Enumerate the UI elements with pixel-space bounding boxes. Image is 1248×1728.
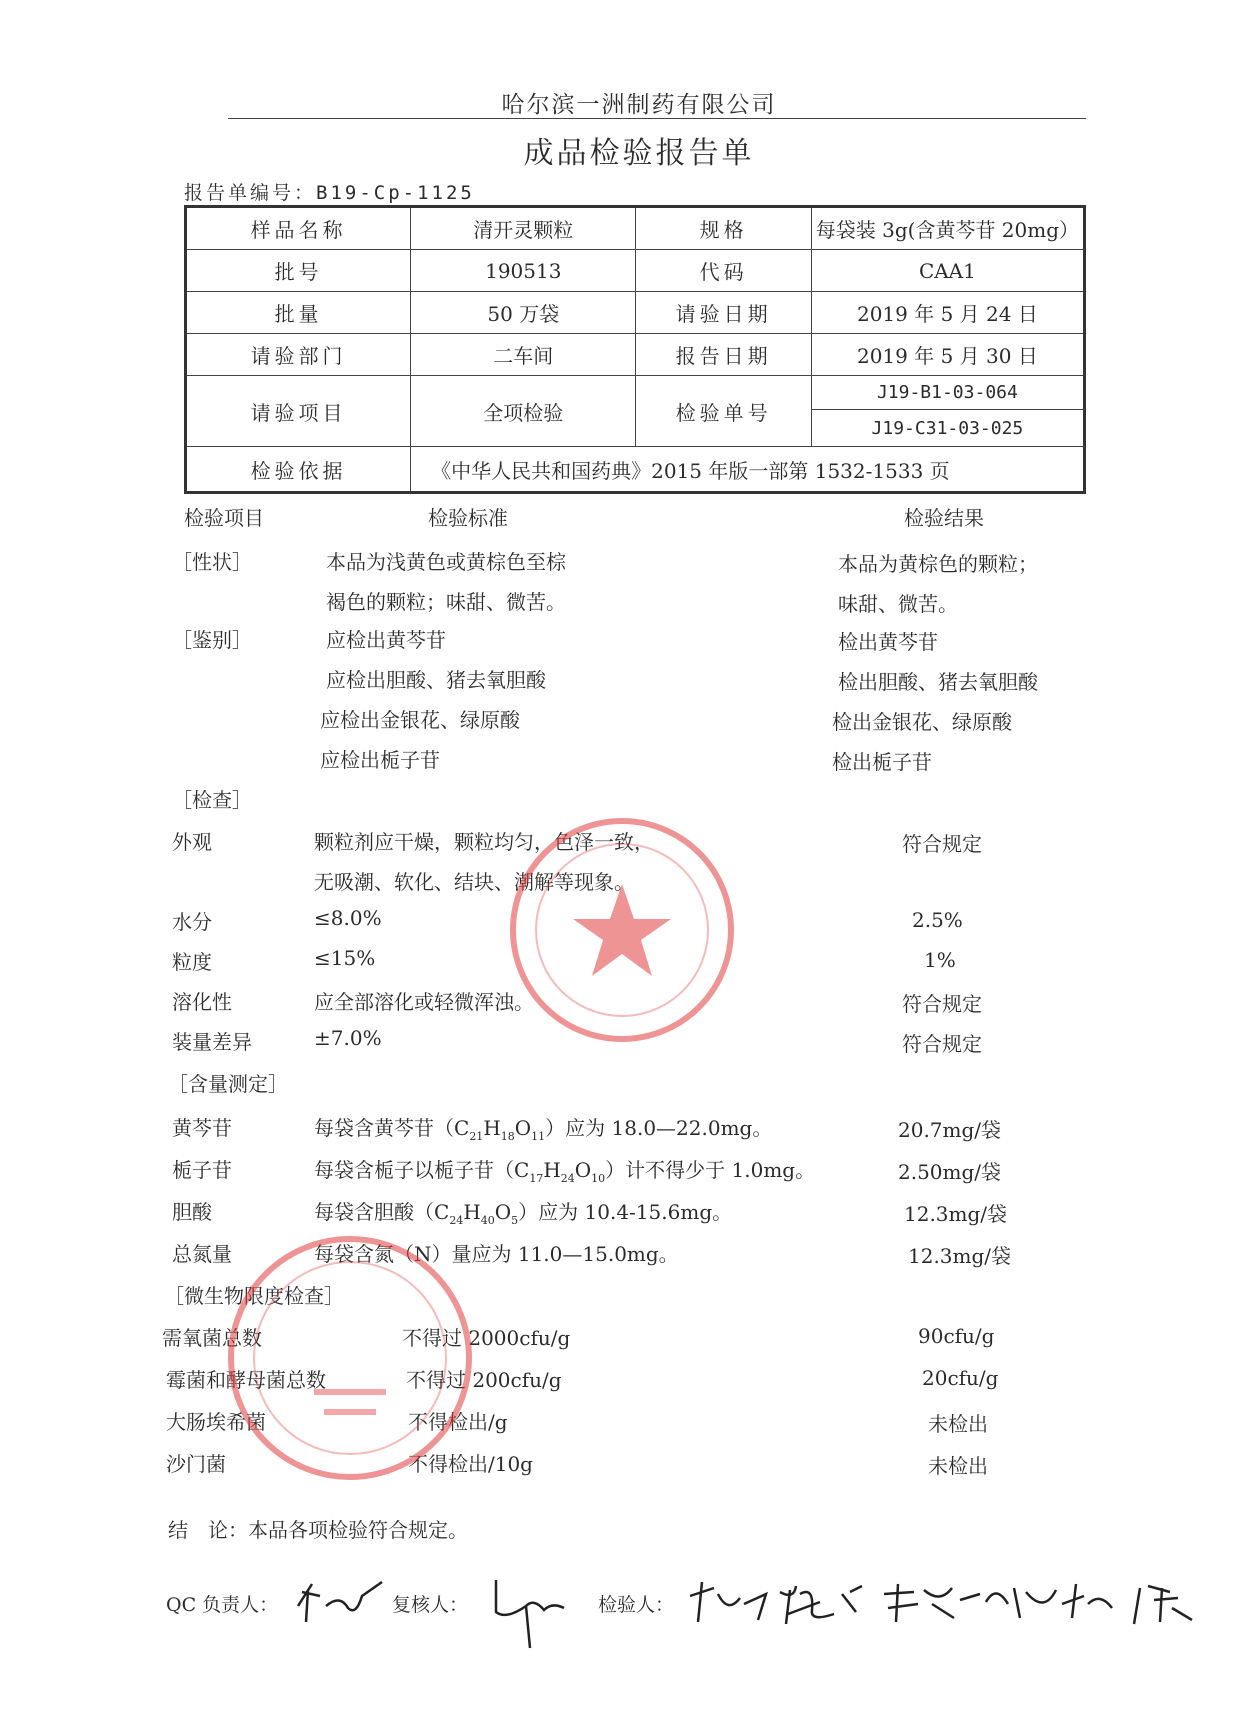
qc-signature xyxy=(290,1576,390,1626)
reviewer-signature xyxy=(486,1572,576,1652)
standard-text: 每袋含氮（N）量应为 11.0—15.0mg。 xyxy=(314,1242,679,1266)
standard-text: 不得过 2000cfu/g xyxy=(402,1326,571,1350)
item-name: 外观 xyxy=(172,830,212,854)
result-text: 符合规定 xyxy=(902,1032,982,1056)
standard-text: ≤15% xyxy=(314,946,376,970)
star-icon xyxy=(516,824,728,1036)
standard-text: 每袋含胆酸$(C_{24}H_{40}O_5)$应为 10.4-15.6mg。 xyxy=(314,1200,733,1227)
item-name: 需氧菌总数 xyxy=(162,1326,262,1350)
section-identification: ［鉴别］ xyxy=(172,628,252,652)
inspector-signatures xyxy=(684,1574,1204,1634)
result-text: 20cfu/g xyxy=(922,1366,999,1390)
company-name: 哈尔滨一洲制药有限公司 xyxy=(501,92,777,118)
value-sample-name: 清开灵颗粒 xyxy=(411,207,636,250)
info-table xyxy=(184,205,1086,494)
label-sample-name: 样品名称 xyxy=(186,207,411,250)
label-code: 代码 xyxy=(636,250,811,292)
formula-sub: 5 xyxy=(511,1214,519,1227)
col-header-standard: 检验标准 xyxy=(428,506,508,530)
document-title: 成品检验报告单 xyxy=(523,136,755,171)
conclusion-label: 结 论： xyxy=(168,1518,248,1542)
standard-text: 每袋含栀子以栀子苷$(C_{17}H_{24}O_{10})$计不得少于 1.0mg。 xyxy=(314,1158,816,1185)
standard-text-part: 每袋含胆酸（C xyxy=(314,1200,450,1224)
qc-label: QC 负责人： xyxy=(166,1594,279,1616)
formula-sub: 11 xyxy=(531,1130,546,1143)
item-name: 水分 xyxy=(172,910,212,934)
lab-seal xyxy=(228,1236,472,1480)
report-number xyxy=(184,178,475,205)
label-request-dept: 请验部门 xyxy=(186,334,411,376)
standard-text: 本品为浅黄色或黄棕色至棕 xyxy=(326,550,566,574)
standard-text: 不得过 200cfu/g xyxy=(406,1368,562,1392)
result-text: 12.3mg/袋 xyxy=(904,1202,1008,1226)
item-name: 溶化性 xyxy=(172,990,232,1014)
result-text: 20.7mg/袋 xyxy=(898,1118,1002,1142)
label-spec: 规格 xyxy=(636,207,811,250)
result-text: 1% xyxy=(924,948,956,972)
info-row xyxy=(186,207,1085,250)
label-test-no: 检验单号 xyxy=(636,376,811,447)
info-row xyxy=(186,292,1085,334)
standard-text: ≤8.0% xyxy=(314,906,382,930)
label-request-date: 请验日期 xyxy=(636,292,811,334)
value-report-date: 2019 年 5 月 30 日 xyxy=(811,334,1084,376)
conclusion-text: 本品各项检验符合规定。 xyxy=(248,1518,468,1542)
value-request-item: 全项检验 xyxy=(411,376,636,447)
col-header-result: 检验结果 xyxy=(904,506,984,530)
seal-ring-icon xyxy=(234,1242,466,1474)
item-name: 总氮量 xyxy=(172,1242,232,1266)
result-text: 检出栀子苷 xyxy=(832,750,932,774)
quality-seal xyxy=(510,818,734,1042)
value-request-dept: 二车间 xyxy=(411,334,636,376)
result-text: 检出黄芩苷 xyxy=(838,630,938,654)
standard-text: 应检出胆酸、猪去氧胆酸 xyxy=(326,668,546,692)
formula-sub: 10 xyxy=(591,1172,606,1185)
standard-text: 褐色的颗粒；味甜、微苦。 xyxy=(326,590,566,614)
item-name: 胆酸 xyxy=(172,1200,212,1224)
result-text: 未检出 xyxy=(928,1412,988,1436)
reviewer-label: 复核人： xyxy=(392,1594,469,1616)
standard-text-part: ）计不得少于 1.0mg。 xyxy=(605,1158,816,1182)
standard-text: 不得检出/10g xyxy=(408,1452,533,1476)
item-name: 装量差异 xyxy=(172,1030,252,1054)
value-spec: 每袋装 3g(含黄芩苷 20mg） xyxy=(811,207,1084,250)
info-row xyxy=(186,250,1085,292)
formula-sub: 21 xyxy=(469,1130,484,1143)
standard-text: 应检出黄芩苷 xyxy=(326,628,446,652)
result-text: 12.3mg/袋 xyxy=(908,1244,1012,1268)
standard-text: 无吸潮、软化、结块、潮解等现象。 xyxy=(314,870,634,894)
header-rule xyxy=(228,118,1086,119)
label-report-date: 报告日期 xyxy=(636,334,811,376)
standard-text: 每袋含黄芩苷$(C_{21}H_{18}O_{11})$应为 18.0—22.0mg。 xyxy=(314,1116,773,1143)
result-text: 味甜、微苦。 xyxy=(838,592,958,616)
result-text: 符合规定 xyxy=(902,832,982,856)
info-row xyxy=(186,447,1085,493)
section-inspection: ［检查］ xyxy=(172,788,252,812)
result-text: 未检出 xyxy=(928,1454,988,1478)
info-row xyxy=(186,334,1085,376)
value-batch-size: 50 万袋 xyxy=(411,292,636,334)
formula-sub: 24 xyxy=(449,1214,464,1227)
standard-text: ±7.0% xyxy=(314,1026,382,1050)
col-header-item: 检验项目 xyxy=(184,506,264,530)
item-name: 大肠埃希菌 xyxy=(166,1410,266,1434)
item-name: 栀子苷 xyxy=(172,1158,232,1182)
value-test-no-1: J19-B1-03-064 xyxy=(811,376,1084,410)
value-basis: 《中华人民共和国药典》2015 年版一部第 1532-1533 页 xyxy=(411,447,1085,493)
section-assay: ［含量测定］ xyxy=(168,1072,288,1096)
formula-sub: 40 xyxy=(480,1214,495,1227)
formula-sub: 24 xyxy=(560,1172,575,1185)
result-text: 本品为黄棕色的颗粒； xyxy=(838,552,1038,576)
label-batch-no: 批号 xyxy=(186,250,411,292)
section-microbial: ［微生物限度检查］ xyxy=(164,1284,344,1308)
standard-text: 颗粒剂应干燥，颗粒均匀，色泽一致， xyxy=(314,830,654,854)
standard-text-part: ）应为 18.0—22.0mg。 xyxy=(545,1116,773,1140)
report-number-value: B19-Cp-1125 xyxy=(316,182,475,204)
item-name: 霉菌和酵母菌总数 xyxy=(166,1368,326,1392)
label-request-item: 请验项目 xyxy=(186,376,411,447)
label-batch-size: 批量 xyxy=(186,292,411,334)
result-text: 2.50mg/袋 xyxy=(898,1160,1002,1184)
inspector-label: 检验人： xyxy=(598,1594,675,1616)
result-text: 90cfu/g xyxy=(918,1324,995,1348)
result-text: 符合规定 xyxy=(902,992,982,1016)
standard-text: 应检出栀子苷 xyxy=(320,748,440,772)
value-code: CAA1 xyxy=(811,250,1084,292)
formula-sub: 18 xyxy=(500,1130,515,1143)
standard-text-part: 每袋含黄芩苷（C xyxy=(314,1116,470,1140)
conclusion xyxy=(168,1514,468,1543)
value-request-date: 2019 年 5 月 24 日 xyxy=(811,292,1084,334)
standard-text-part: ）应为 10.4-15.6mg。 xyxy=(518,1200,733,1224)
label-basis: 检验依据 xyxy=(186,447,411,493)
result-text: 检出胆酸、猪去氧胆酸 xyxy=(838,670,1038,694)
standard-text: 应全部溶化或轻微浑浊。 xyxy=(314,990,534,1014)
result-text: 2.5% xyxy=(912,908,963,932)
item-name: 沙门菌 xyxy=(166,1452,226,1476)
section-appearance: ［性状］ xyxy=(172,550,252,574)
item-name: 粒度 xyxy=(172,950,212,974)
info-row xyxy=(186,376,1085,410)
value-test-no-2: J19-C31-03-025 xyxy=(811,410,1084,447)
item-name: 黄芩苷 xyxy=(172,1116,232,1140)
formula-sub: 17 xyxy=(529,1172,544,1185)
report-number-label: 报告单编号： xyxy=(184,182,317,204)
result-text: 检出金银花、绿原酸 xyxy=(832,710,1012,734)
standard-text: 应检出金银花、绿原酸 xyxy=(320,708,520,732)
standard-text: 不得检出/g xyxy=(408,1410,508,1434)
value-batch-no: 190513 xyxy=(411,250,636,292)
standard-text-part: 每袋含栀子以栀子苷（C xyxy=(314,1158,530,1182)
